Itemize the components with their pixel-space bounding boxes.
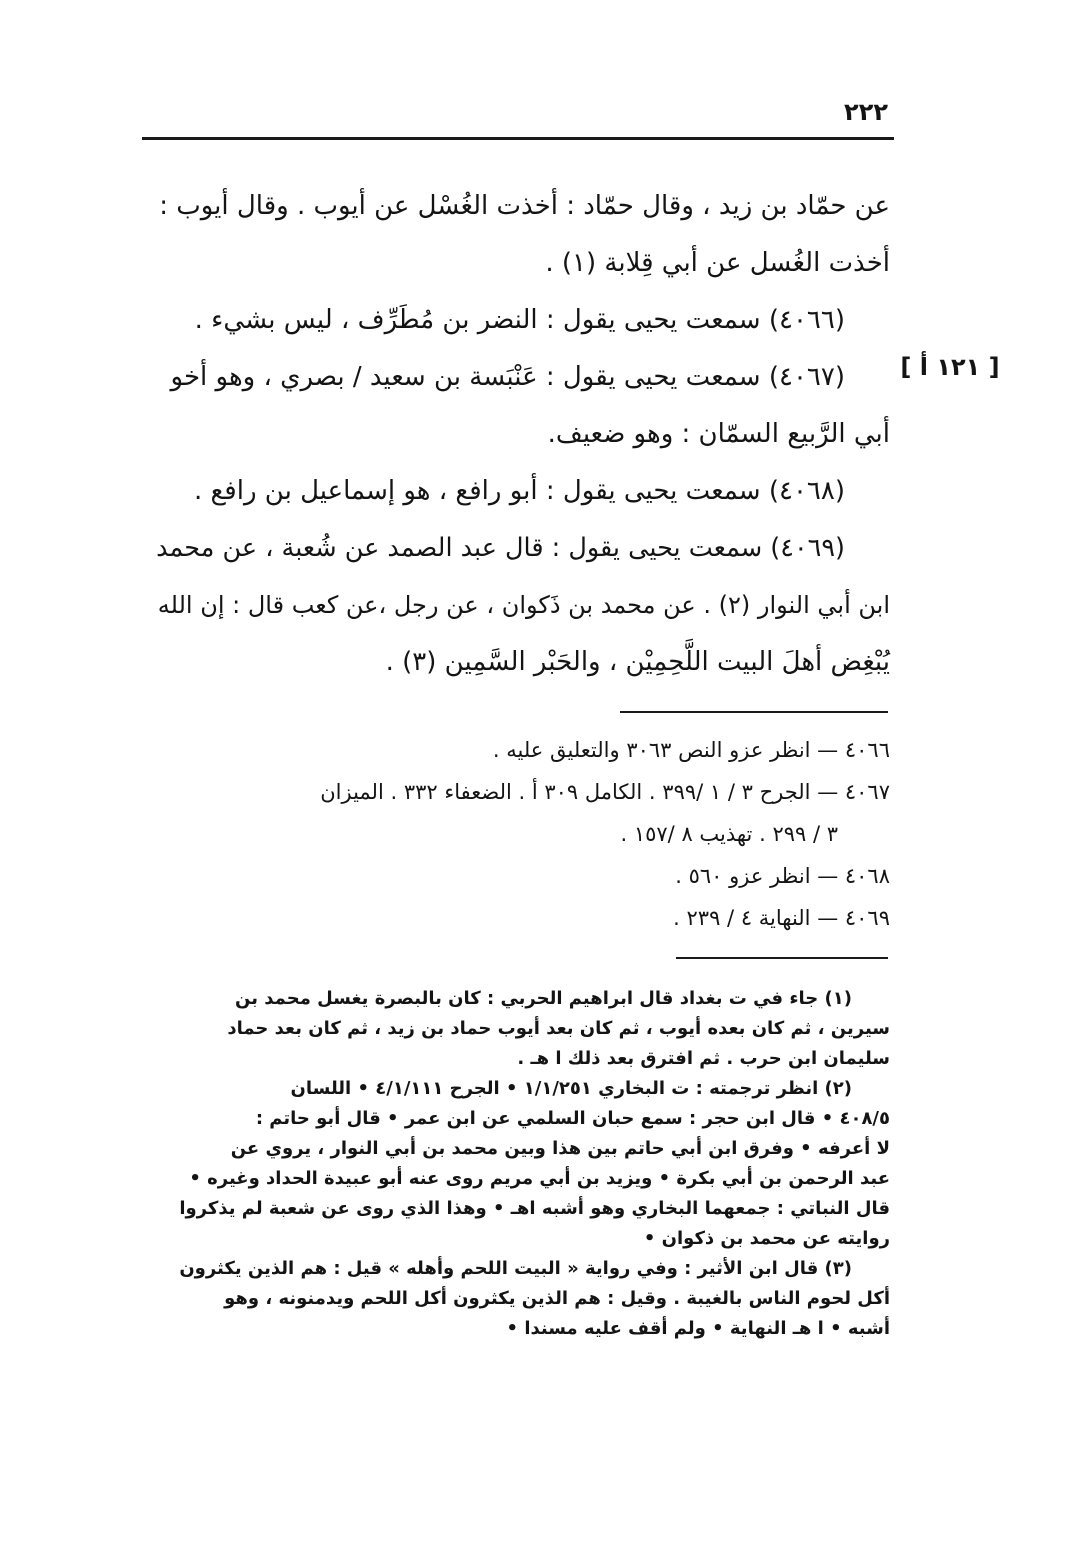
commentary-line: ٤٠٦٨ — انظر عزو ٥٦٠ . xyxy=(675,864,890,888)
intro-paragraph xyxy=(150,178,890,292)
entry-4067 xyxy=(150,349,890,463)
entry-line: (٤٠٦٨) سمعت يحيى يقول : أبو رافع ، هو إسماعيل بن رافع . xyxy=(193,476,845,506)
footnote-line: روايته عن محمد بن ذكوان • xyxy=(643,1228,890,1249)
commentary-rule xyxy=(620,711,888,713)
intro-line: عن حمّاد بن زيد ، وقال حمّاد : أخذت الغُسْل عن أيوب . وقال أيوب : xyxy=(159,191,890,221)
footnote-2 xyxy=(140,1074,890,1254)
main-text xyxy=(150,178,890,691)
commentary-line: ٤٠٦٦ — انظر عزو النص ٣٠٦٣ والتعليق عليه . xyxy=(492,738,890,762)
commentary-line: ٤٠٦٧ — الجرح ٣ / ١ /٣٩٩ . الكامل ٣٠٩ أ . الضعفاء ٣٣٢ . الميزان xyxy=(320,780,890,804)
footnote-line: أكل لحوم الناس بالغيبة . وقيل : هم الذين يكثرون أكل اللحم ويدمنونه ، وهو xyxy=(224,1288,890,1309)
entry-4066 xyxy=(150,292,890,349)
entry-line: أبي الرَّبيع السمّان : وهو ضعيف. xyxy=(547,419,890,449)
footnote-line: سيرين ، ثم كان بعده أيوب ، ثم كان بعد أيوب حماد بن زيد ، ثم كان بعد حماد xyxy=(227,1018,890,1039)
commentary-notes xyxy=(150,729,890,939)
header-rule xyxy=(142,137,894,140)
footnote-rule xyxy=(676,957,888,959)
footnote-line: قال النباتي : جمعهما البخاري وهو أشبه اهـ • وهذا الذي روى عن شعبة لم يذكروا xyxy=(179,1198,890,1219)
footnote-line: (٣) قال ابن الأثير : وفي رواية « البيت اللحم وأهله » قيل : هم الذين يكثرون xyxy=(179,1258,852,1279)
commentary-line: ٤٠٦٩ — النهاية ٤ / ٢٣٩ . xyxy=(673,906,890,930)
commentary-4068 xyxy=(150,855,890,897)
footnote-line: أشبه • ا هـ النهاية • ولم أقف عليه مسندا • xyxy=(506,1318,890,1339)
entry-4069 xyxy=(150,520,890,691)
commentary-4067 xyxy=(150,771,890,855)
commentary-4066 xyxy=(150,729,890,771)
entry-line: (٤٠٦٧) سمعت يحيى يقول : عَنْبَسة بن سعيد / بصري ، وهو أخو xyxy=(170,362,845,392)
entry-line: يُبْغِض أهلَ البيت اللَّحِمِيْن ، والحَبْر السَّمِين (٣) . xyxy=(385,647,890,677)
footnote-3 xyxy=(140,1254,890,1344)
manuscript-folio-note: [ ١٢١ أ ] xyxy=(900,353,1000,381)
page-number: ٢٢٢ xyxy=(844,98,888,126)
footnote-line: عبد الرحمن بن أبي بكرة • ويزيد بن أبي مريم روى عنه أبو عبيدة الحداد وغيره • xyxy=(189,1168,890,1189)
intro-line: أخذت الغُسل عن أبي قِلابة (١) . xyxy=(545,248,890,278)
footnote-line: ٤٠٨/٥ • قال ابن حجر : سمع حبان السلمي عن ابن عمر • قال أبو حاتم : xyxy=(255,1108,890,1129)
entry-4068 xyxy=(150,463,890,520)
footnote-line: لا أعرفه • وفرق ابن أبي حاتم بين هذا وبين محمد بن أبي النوار ، يروي عن xyxy=(230,1138,890,1159)
footnote-1 xyxy=(140,984,890,1074)
footnote-line: (١) جاء في ت بغداد قال ابراهيم الحربي : كان بالبصرة يغسل محمد بن xyxy=(235,988,852,1009)
entry-line: (٤٠٦٩) سمعت يحيى يقول : قال عبد الصمد عن شُعبة ، عن محمد xyxy=(156,533,845,563)
footnotes xyxy=(140,984,890,1344)
footnote-line: سليمان ابن حرب . ثم افترق بعد ذلك ا هـ . xyxy=(517,1048,890,1069)
entry-line: ابن أبي النوار (٢) . عن محمد بن ذَكوان ، عن رجل ،عن كعب قال : إن الله xyxy=(157,591,890,619)
commentary-4069 xyxy=(150,897,890,939)
footnote-line: (٢) انظر ترجمته : ت البخاري ١/١/٢٥١ • الجرح ٤/١/١١١ • اللسان xyxy=(290,1078,852,1099)
commentary-line: ٣ / ٢٩٩ . تهذيب ٨ /١٥٧ . xyxy=(620,822,838,846)
entry-line: (٤٠٦٦) سمعت يحيى يقول : النضر بن مُطَرِّف ، ليس بشيء . xyxy=(194,305,845,335)
